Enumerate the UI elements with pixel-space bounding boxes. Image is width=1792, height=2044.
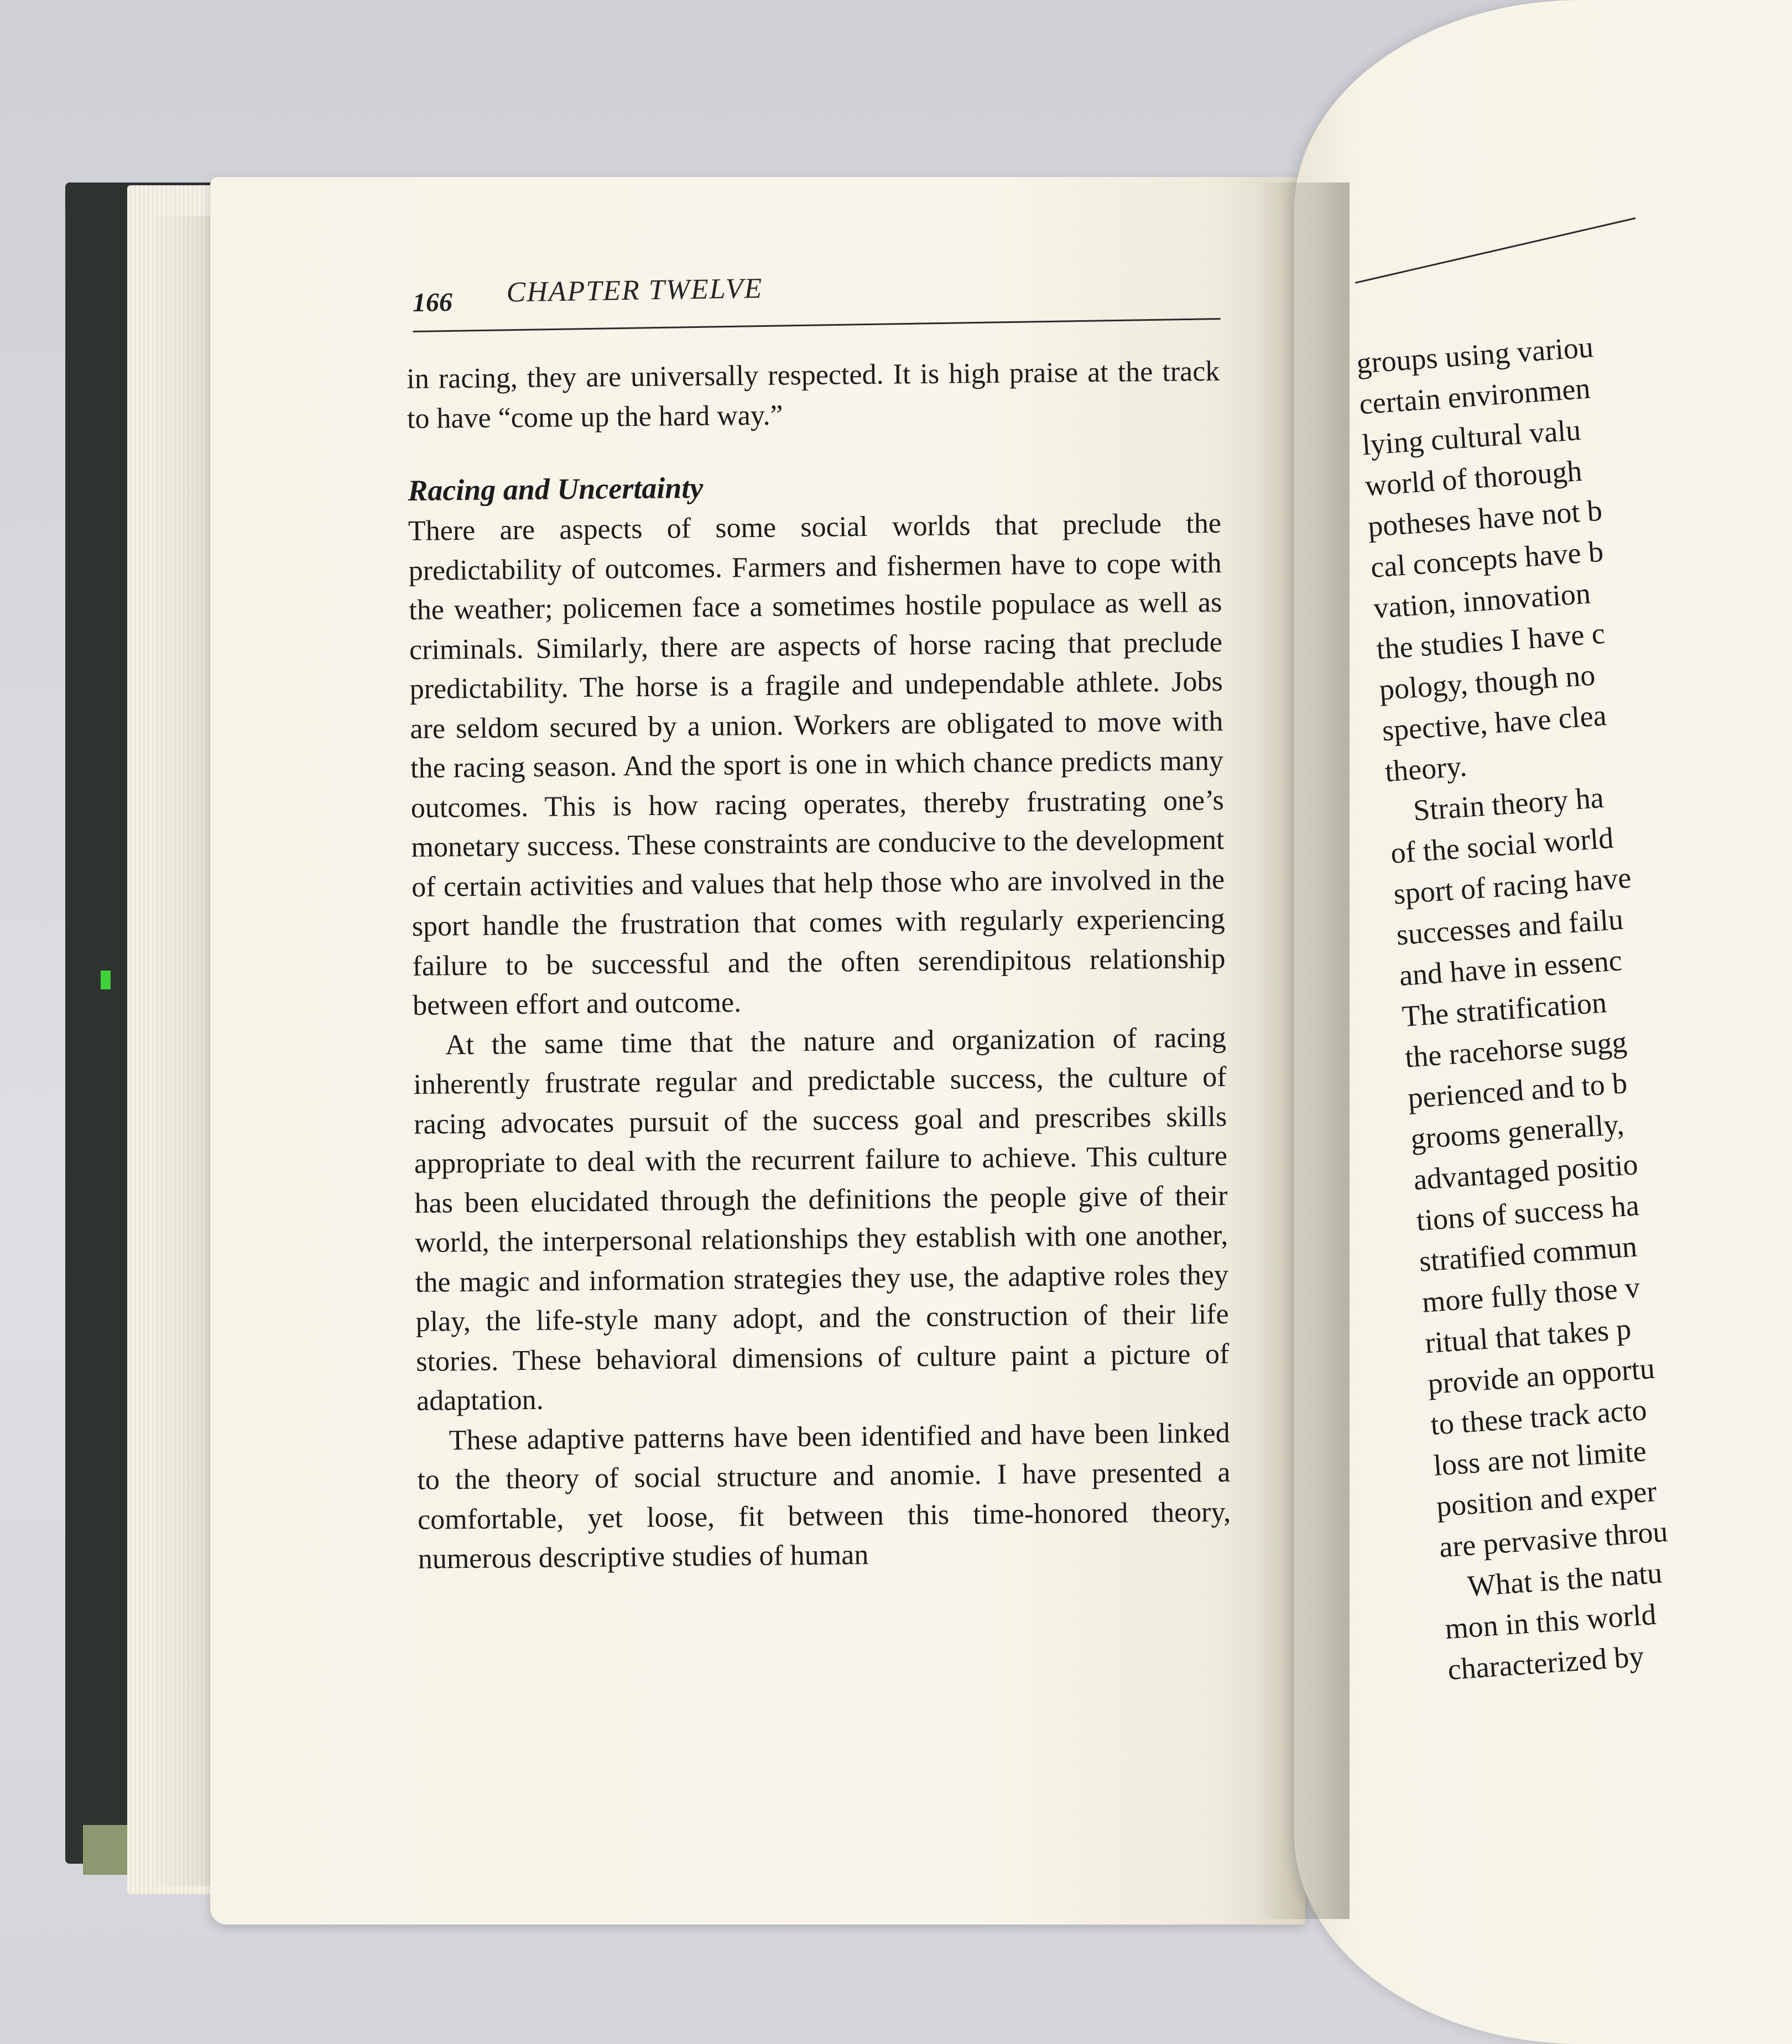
text-line: spective, have clea	[1381, 698, 1608, 748]
page-number: 166	[412, 287, 453, 317]
section-heading: Racing and Uncertainty	[407, 471, 704, 507]
text-line: grooms generally,	[1409, 1107, 1626, 1156]
paragraph: These adaptive patterns have been identified and have been linked to the theory of social structure and anomie. I have presented a comfortable, yet loose, fit between this time-honored theory, numerous descriptive studies of human	[417, 1417, 1231, 1575]
text-line: of the social world	[1389, 821, 1615, 870]
text-line: tions of success ha	[1415, 1188, 1640, 1238]
text-line: theory.	[1384, 749, 1468, 789]
text-line: ritual that takes p	[1424, 1312, 1633, 1360]
text-line: sport of racing have	[1392, 861, 1633, 911]
text-line: vation, innovation	[1372, 576, 1592, 625]
cover-spine-accent	[101, 971, 111, 989]
text-line: provide an opportu	[1426, 1351, 1656, 1401]
text-line: cal concepts have b	[1369, 534, 1605, 584]
text-line: characterized by	[1446, 1639, 1645, 1687]
paragraph: There are aspects of some social worlds that preclude the predictability of outcomes. Farmers and fishermen have to cope with the weather; policemen face a sometimes hostile populace as well as criminals. Similarly, there are aspects of horse racing that preclude predictability. The horse is a fragile and undependable athlete. Jobs are seldom secured by a union. Workers are obligated to move with the racing season. And the sport is one in which chance predicts many outcomes. This is how racing operates, thereby frustrating one’s monetary success. These constraints are conducive to the development of certain activities and values that help those who are involved in the sport handle the frustration that comes with regularly experiencing failure to be successful and the often serendipitous relationship between effort and outcome.	[408, 507, 1226, 1021]
chapter-title: CHAPTER TWELVE	[506, 273, 763, 309]
text-line: potheses have not b	[1367, 493, 1603, 544]
text-line: successes and failu	[1395, 902, 1624, 952]
text-line: world of thorough	[1363, 454, 1583, 503]
text-line: loss are not limite	[1432, 1434, 1648, 1482]
text-line: certain environmen	[1358, 371, 1592, 421]
text-line: mon in this world	[1444, 1597, 1658, 1646]
text-line: What is the natu	[1466, 1556, 1663, 1603]
text-line: the racehorse sugg	[1404, 1025, 1628, 1074]
text-line: groups using variou	[1355, 330, 1595, 380]
text-line: perienced and to b	[1406, 1066, 1628, 1115]
text-line: advantaged positio	[1412, 1148, 1639, 1197]
text-line: pology, though no	[1378, 658, 1597, 707]
running-header	[412, 258, 1221, 332]
text-line: are pervasive throu	[1438, 1514, 1669, 1564]
left-page-body	[407, 352, 1231, 1579]
text-line: the studies I have c	[1375, 616, 1606, 666]
paragraph-continuation: in racing, they are universally respected. It is high praise at the track to have “come up the hard way.”	[407, 355, 1220, 435]
text-line: stratified commun	[1418, 1229, 1638, 1278]
text-line: lying cultural valu	[1361, 413, 1582, 462]
text-line: position and exper	[1435, 1474, 1658, 1523]
text-line: more fully those v	[1421, 1270, 1641, 1319]
text-line: to these track acto	[1429, 1393, 1648, 1442]
text-line: and have in essenc	[1398, 943, 1623, 993]
text-line: Strain theory ha	[1412, 780, 1605, 827]
book-gutter-shadow	[1256, 182, 1350, 1919]
text-line: The stratification	[1401, 985, 1608, 1033]
paragraph: At the same time that the nature and organization of racing inherently frustrate regular and predictable success, the culture of racing advocates pursuit of the success goal and prescribes skills appropriate to deal with the recurrent failure to achieve. This culture has been elucidated through the definitions the people give of their world, the interpersonal relationships they establish with one another, the magic and information strategies they use, the adaptive roles they play, the life-style many adopt, and the construction of their life stories. These behavioral dimensions of culture paint a picture of adaptation.	[413, 1021, 1230, 1417]
